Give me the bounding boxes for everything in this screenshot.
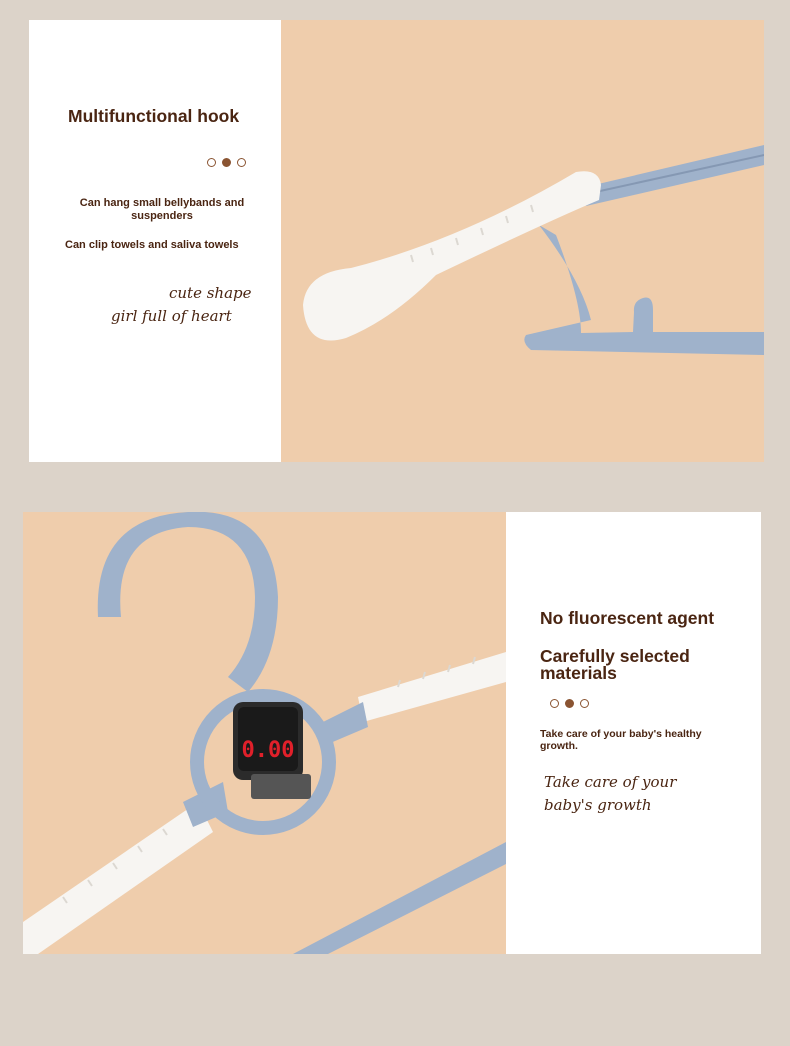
description-baby-healthy-growth: Take care of your baby's healthy growth. (540, 728, 702, 752)
pagination-dot (580, 699, 589, 708)
pagination-dot (207, 158, 216, 167)
script-text-girl-full-of-heart: girl full of heart (111, 307, 232, 325)
hanger-thermometer-illustration (23, 512, 506, 954)
feature-panel-hook (29, 20, 764, 462)
text-card-hook (29, 20, 281, 462)
text-card-material (506, 512, 761, 954)
script-text-cute-shape: cute shape (169, 284, 252, 302)
script-text-babys-growth: baby's growth (544, 796, 652, 814)
heading-carefully-selected-materials: Carefully selected materials (540, 646, 690, 683)
svg-text:0.00: 0.00 (241, 738, 295, 763)
photo-hanger-thermometer (23, 512, 506, 954)
pagination-dot (237, 158, 246, 167)
pagination-dot-active (565, 699, 574, 708)
script-text-take-care: Take care of your (544, 773, 677, 791)
pagination-dot (550, 699, 559, 708)
pagination-dots (550, 699, 589, 708)
hanger-hook-illustration (281, 20, 764, 462)
feature-panel-material (23, 512, 761, 954)
heading-multifunctional-hook: Multifunctional hook (68, 106, 240, 126)
feature-text-towels: Can clip towels and saliva towels (65, 239, 239, 251)
pagination-dot-active (222, 158, 231, 167)
pagination-dots (207, 158, 246, 167)
photo-hanger-hook-closeup (281, 20, 764, 462)
heading-no-fluorescent-agent: No fluorescent agent (540, 608, 715, 628)
feature-text-bellybands: Can hang small bellybands and suspenders (79, 197, 245, 222)
